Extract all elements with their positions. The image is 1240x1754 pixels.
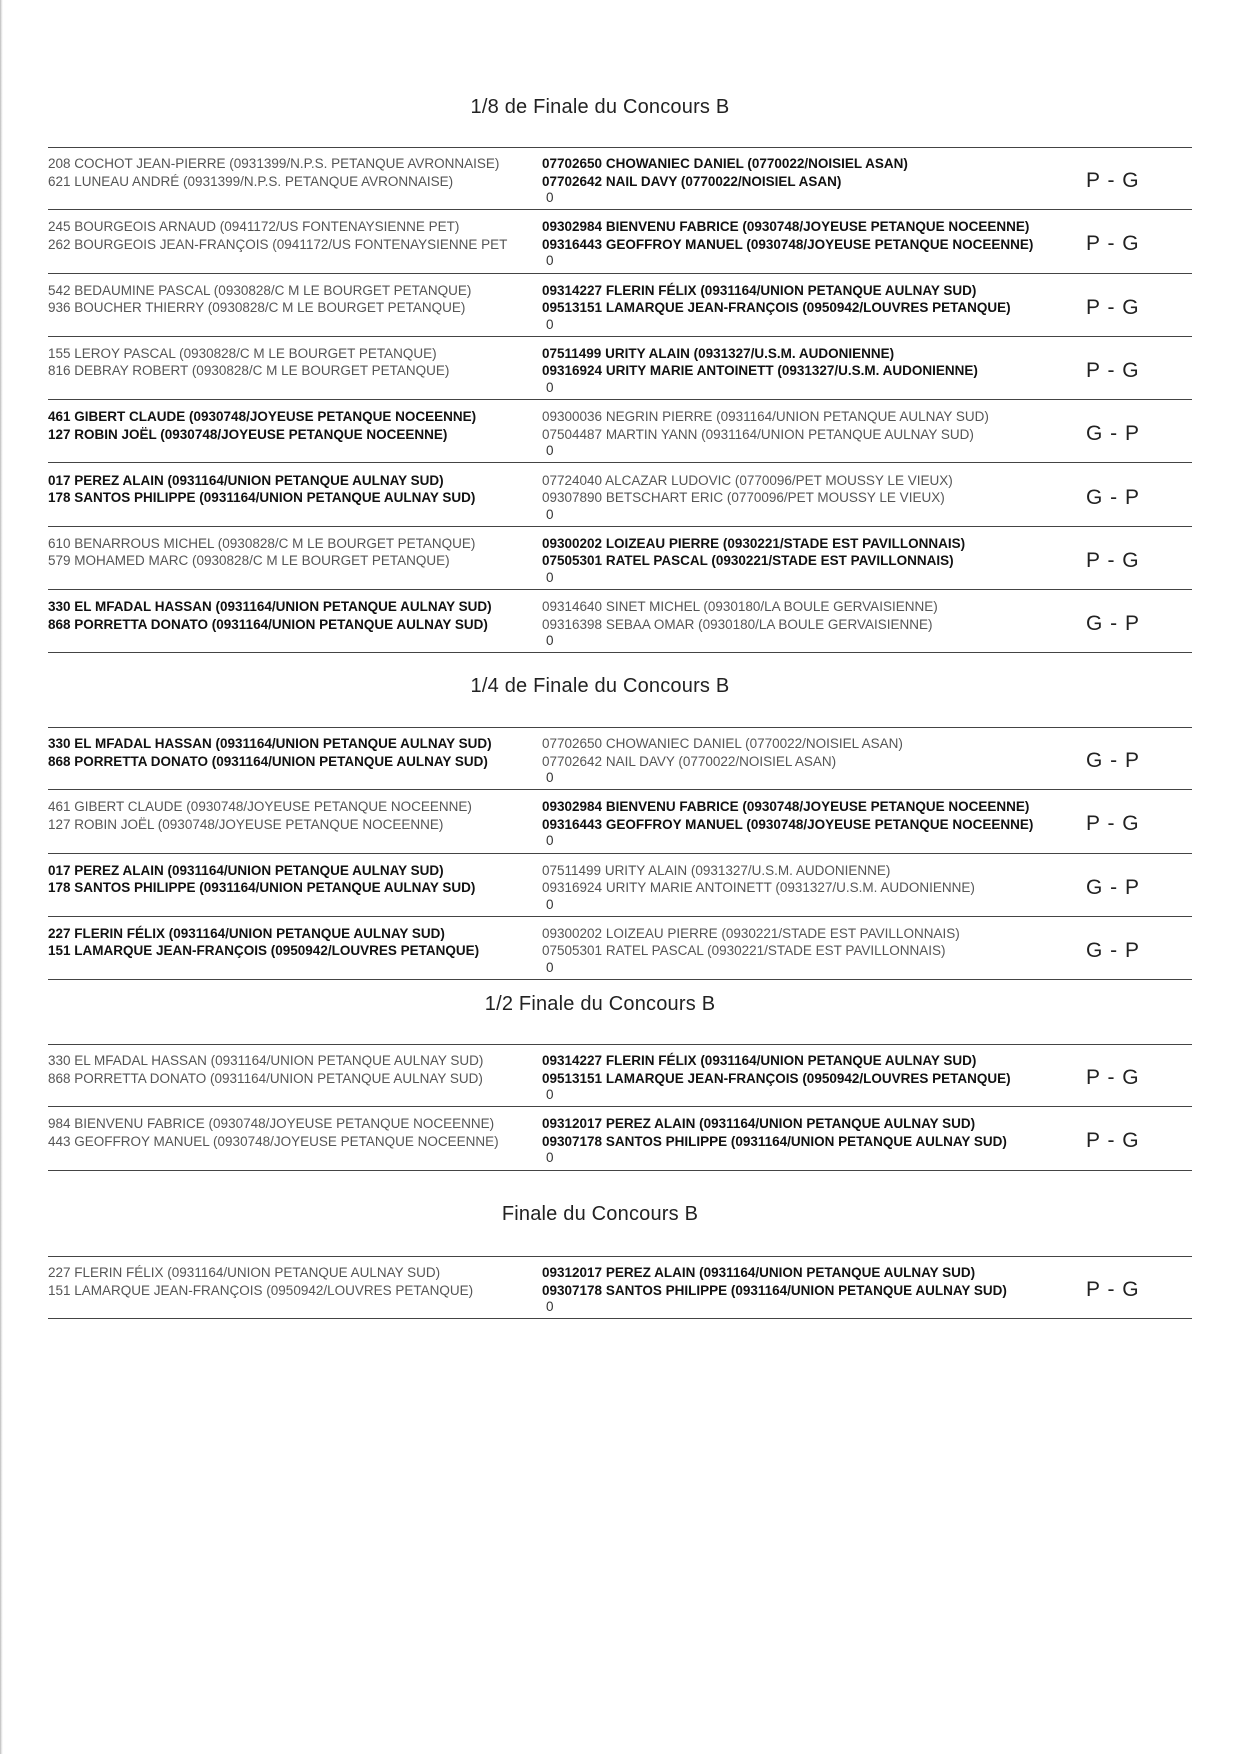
player-entry: 09300202 LOIZEAU PIERRE (0930221/STADE EST PAVILLONNAIS) <box>542 925 960 941</box>
player-entry: 09314640 SINET MICHEL (0930180/LA BOULE GERVAISIENNE) <box>542 599 938 615</box>
match-result: P - G <box>1086 1278 1140 1301</box>
match-score: 0 <box>546 569 554 585</box>
player-entry: 07505301 RATEL PASCAL (0930221/STADE EST PAVILLONNAIS) <box>542 553 954 569</box>
match-score: 0 <box>546 190 554 205</box>
team-a <box>48 282 471 317</box>
player-entry: 09513151 LAMARQUE JEAN-FRANÇOIS (0950942/LOUVRES PETANQUE) <box>542 300 1011 316</box>
player-entry: 227 FLERIN FÉLIX (0931164/UNION PETANQUE AULNAY SUD) <box>48 925 445 941</box>
match-result: P - G <box>1086 1129 1140 1153</box>
player-entry: 461 GIBERT CLAUDE (0930748/JOYEUSE PETANQUE NOCEENNE) <box>48 409 477 425</box>
match-score: 0 <box>546 1087 554 1102</box>
match-row <box>48 147 1192 210</box>
team-b <box>542 218 1033 253</box>
team-a <box>48 598 492 633</box>
match-score: 0 <box>546 633 554 649</box>
player-entry: 09307890 BETSCHART ERIC (0770096/PET MOUSSY LE VIEUX) <box>542 490 945 505</box>
player-entry: 017 PEREZ ALAIN (0931164/UNION PETANQUE AULNAY SUD) <box>48 472 444 488</box>
match-result: G - P <box>1086 485 1141 509</box>
player-entry: 09314227 FLERIN FÉLIX (0931164/UNION PETANQUE AULNAY SUD) <box>542 282 977 298</box>
player-entry: 151 LAMARQUE JEAN-FRANÇOIS (0950942/LOUVRES PETANQUE) <box>48 943 480 959</box>
team-a <box>48 218 507 253</box>
team-b <box>542 862 975 897</box>
section-title: 1/8 de Finale du Concours B <box>470 96 730 118</box>
player-entry: 936 BOUCHER THIERRY (0930828/C M LE BOURGET PETANQUE) <box>48 300 466 316</box>
team-b <box>542 1264 1007 1299</box>
player-entry: 443 GEOFFROY MANUEL (0930748/JOYEUSE PETANQUE NOCEENNE) <box>48 1133 499 1149</box>
player-entry: 07504487 MARTIN YANN (0931164/UNION PETANQUE AULNAY SUD) <box>542 426 974 442</box>
player-entry: 09307178 SANTOS PHILIPPE (0931164/UNION PETANQUE AULNAY SUD) <box>542 1282 1007 1298</box>
match-row <box>48 917 1192 980</box>
team-a <box>48 1115 499 1150</box>
player-entry: 07702642 NAIL DAVY (0770022/NOISIEL ASAN) <box>542 753 837 769</box>
player-entry: 155 LEROY PASCAL (0930828/C M LE BOURGET PETANQUE) <box>48 345 437 361</box>
match-row <box>48 527 1192 590</box>
player-entry: 09300036 NEGRIN PIERRE (0931164/UNION PETANQUE AULNAY SUD) <box>542 409 989 425</box>
match-row <box>48 274 1192 337</box>
player-entry: 07702650 CHOWANIEC DANIEL (0770022/NOISIEL ASAN) <box>542 736 903 751</box>
player-entry: 127 ROBIN JOËL (0930748/JOYEUSE PETANQUE NOCEENNE) <box>48 816 444 832</box>
player-entry: 208 COCHOT JEAN-PIERRE (0931399/N.P.S. PETANQUE AVRONNAISE) <box>48 156 500 171</box>
player-entry: 330 EL MFADAL HASSAN (0931164/UNION PETANQUE AULNAY SUD) <box>48 599 492 615</box>
match-score: 0 <box>546 316 554 332</box>
player-entry: 017 PEREZ ALAIN (0931164/UNION PETANQUE AULNAY SUD) <box>48 862 444 878</box>
match-result: G - P <box>1086 612 1141 636</box>
team-b <box>542 282 1011 317</box>
player-entry: 579 MOHAMED MARC (0930828/C M LE BOURGET PETANQUE) <box>48 553 450 569</box>
match-row <box>48 590 1192 653</box>
team-a <box>48 798 472 833</box>
player-entry: 09316443 GEOFFROY MANUEL (0930748/JOYEUSE PETANQUE NOCEENNE) <box>542 236 1034 252</box>
player-entry: 09316924 URITY MARIE ANTOINETT (0931327/U.S.M. AUDONIENNE) <box>542 363 978 379</box>
player-entry: 621 LUNEAU ANDRÉ (0931399/N.P.S. PETANQUE AVRONNAISE) <box>48 173 454 189</box>
player-entry: 178 SANTOS PHILIPPE (0931164/UNION PETANQUE AULNAY SUD) <box>48 880 476 896</box>
team-b <box>542 155 908 190</box>
match-score: 0 <box>546 1299 554 1314</box>
scan-edge <box>0 0 3 1754</box>
match-row <box>48 210 1192 273</box>
player-entry: 868 PORRETTA DONATO (0931164/UNION PETANQUE AULNAY SUD) <box>48 616 488 632</box>
match-score: 0 <box>546 833 554 849</box>
player-entry: 816 DEBRAY ROBERT (0930828/C M LE BOURGET PETANQUE) <box>48 363 450 379</box>
match-result: G - P <box>1086 875 1141 899</box>
match-row <box>48 1256 1192 1319</box>
match-row <box>48 854 1192 917</box>
team-a <box>48 735 492 770</box>
match-row <box>48 790 1192 853</box>
player-entry: 09302984 BIENVENU FABRICE (0930748/JOYEUSE PETANQUE NOCEENNE) <box>542 799 1030 815</box>
player-entry: 09312017 PEREZ ALAIN (0931164/UNION PETANQUE AULNAY SUD) <box>542 1265 976 1280</box>
player-entry: 461 GIBERT CLAUDE (0930748/JOYEUSE PETANQUE NOCEENNE) <box>48 799 472 815</box>
player-entry: 09307178 SANTOS PHILIPPE (0931164/UNION PETANQUE AULNAY SUD) <box>542 1133 1007 1149</box>
match-result: G - P <box>1086 938 1141 962</box>
team-b <box>542 1052 1011 1087</box>
match-score: 0 <box>546 1150 554 1166</box>
player-entry: 07511499 URITY ALAIN (0931327/U.S.M. AUDONIENNE) <box>542 862 891 878</box>
player-entry: 330 EL MFADAL HASSAN (0931164/UNION PETANQUE AULNAY SUD) <box>48 736 492 751</box>
team-b <box>542 472 953 507</box>
match-row <box>48 1107 1192 1170</box>
team-b <box>542 735 903 770</box>
team-b <box>542 345 978 380</box>
team-a <box>48 155 499 190</box>
match-result: P - G <box>1086 548 1140 572</box>
player-entry: 09316924 URITY MARIE ANTOINETT (0931327/U.S.M. AUDONIENNE) <box>542 880 975 896</box>
match-score: 0 <box>546 506 554 522</box>
team-a <box>48 862 475 897</box>
player-entry: 245 BOURGEOIS ARNAUD (0941172/US FONTENAYSIENNE PET) <box>48 219 460 235</box>
player-entry: 07702650 CHOWANIEC DANIEL (0770022/NOISIEL ASAN) <box>542 156 908 171</box>
player-entry: 09316443 GEOFFROY MANUEL (0930748/JOYEUSE PETANQUE NOCEENNE) <box>542 816 1034 832</box>
team-a <box>48 345 449 380</box>
match-result: P - G <box>1086 232 1140 256</box>
player-entry: 868 PORRETTA DONATO (0931164/UNION PETANQUE AULNAY SUD) <box>48 1070 483 1086</box>
player-entry: 151 LAMARQUE JEAN-FRANÇOIS (0950942/LOUVRES PETANQUE) <box>48 1282 474 1298</box>
match-result: P - G <box>1086 1066 1140 1089</box>
player-entry: 09312017 PEREZ ALAIN (0931164/UNION PETANQUE AULNAY SUD) <box>542 1116 976 1132</box>
player-entry: 09302984 BIENVENU FABRICE (0930748/JOYEUSE PETANQUE NOCEENNE) <box>542 219 1030 235</box>
player-entry: 984 BIENVENU FABRICE (0930748/JOYEUSE PETANQUE NOCEENNE) <box>48 1116 495 1132</box>
match-score: 0 <box>546 443 554 459</box>
match-result: P - G <box>1086 358 1140 382</box>
team-a <box>48 1052 483 1087</box>
team-b <box>542 408 989 443</box>
match-result: P - G <box>1086 295 1140 319</box>
team-b <box>542 925 960 960</box>
player-entry: 868 PORRETTA DONATO (0931164/UNION PETANQUE AULNAY SUD) <box>48 753 488 769</box>
match-score: 0 <box>546 896 554 912</box>
team-a <box>48 535 475 570</box>
player-entry: 610 BENARROUS MICHEL (0930828/C M LE BOURGET PETANQUE) <box>48 535 476 551</box>
team-a <box>48 1264 473 1299</box>
match-result: G - P <box>1086 422 1141 446</box>
match-score: 0 <box>546 379 554 395</box>
player-entry: 07505301 RATEL PASCAL (0930221/STADE EST PAVILLONNAIS) <box>542 943 946 959</box>
player-entry: 127 ROBIN JOËL (0930748/JOYEUSE PETANQUE NOCEENNE) <box>48 426 448 442</box>
team-a <box>48 472 475 507</box>
team-b <box>542 598 938 633</box>
match-score: 0 <box>546 959 554 975</box>
team-b <box>542 1115 1007 1150</box>
player-entry: 09300202 LOIZEAU PIERRE (0930221/STADE EST PAVILLONNAIS) <box>542 535 966 551</box>
team-a <box>48 925 479 960</box>
player-entry: 07702642 NAIL DAVY (0770022/NOISIEL ASAN) <box>542 173 842 189</box>
player-entry: 178 SANTOS PHILIPPE (0931164/UNION PETANQUE AULNAY SUD) <box>48 490 476 505</box>
player-entry: 542 BEDAUMINE PASCAL (0930828/C M LE BOURGET PETANQUE) <box>48 282 472 298</box>
team-b <box>542 798 1033 833</box>
match-result: P - G <box>1086 812 1140 836</box>
match-row <box>48 727 1192 790</box>
section-title: 1/2 Finale du Concours B <box>484 993 716 1015</box>
player-entry: 262 BOURGEOIS JEAN-FRANÇOIS (0941172/US FONTENAYSIENNE PET <box>48 236 508 252</box>
player-entry: 227 FLERIN FÉLIX (0931164/UNION PETANQUE AULNAY SUD) <box>48 1265 441 1280</box>
section-title: Finale du Concours B <box>501 1203 699 1225</box>
match-row <box>48 337 1192 400</box>
match-row <box>48 464 1192 527</box>
match-row <box>48 1044 1192 1107</box>
player-entry: 330 EL MFADAL HASSAN (0931164/UNION PETANQUE AULNAY SUD) <box>48 1053 484 1068</box>
player-entry: 09513151 LAMARQUE JEAN-FRANÇOIS (0950942/LOUVRES PETANQUE) <box>542 1070 1011 1086</box>
player-entry: 07511499 URITY ALAIN (0931327/U.S.M. AUDONIENNE) <box>542 345 895 361</box>
player-entry: 09316398 SEBAA OMAR (0930180/LA BOULE GERVAISIENNE) <box>542 616 933 632</box>
section-title: 1/4 de Finale du Concours B <box>470 675 730 697</box>
match-row <box>48 400 1192 463</box>
team-b <box>542 535 965 570</box>
match-result: P - G <box>1086 169 1140 192</box>
match-score: 0 <box>546 770 554 785</box>
team-a <box>48 408 476 443</box>
match-result: G - P <box>1086 749 1141 772</box>
player-entry: 09314227 FLERIN FÉLIX (0931164/UNION PETANQUE AULNAY SUD) <box>542 1053 977 1068</box>
match-score: 0 <box>546 253 554 269</box>
player-entry: 07724040 ALCAZAR LUDOVIC (0770096/PET MOUSSY LE VIEUX) <box>542 472 953 488</box>
